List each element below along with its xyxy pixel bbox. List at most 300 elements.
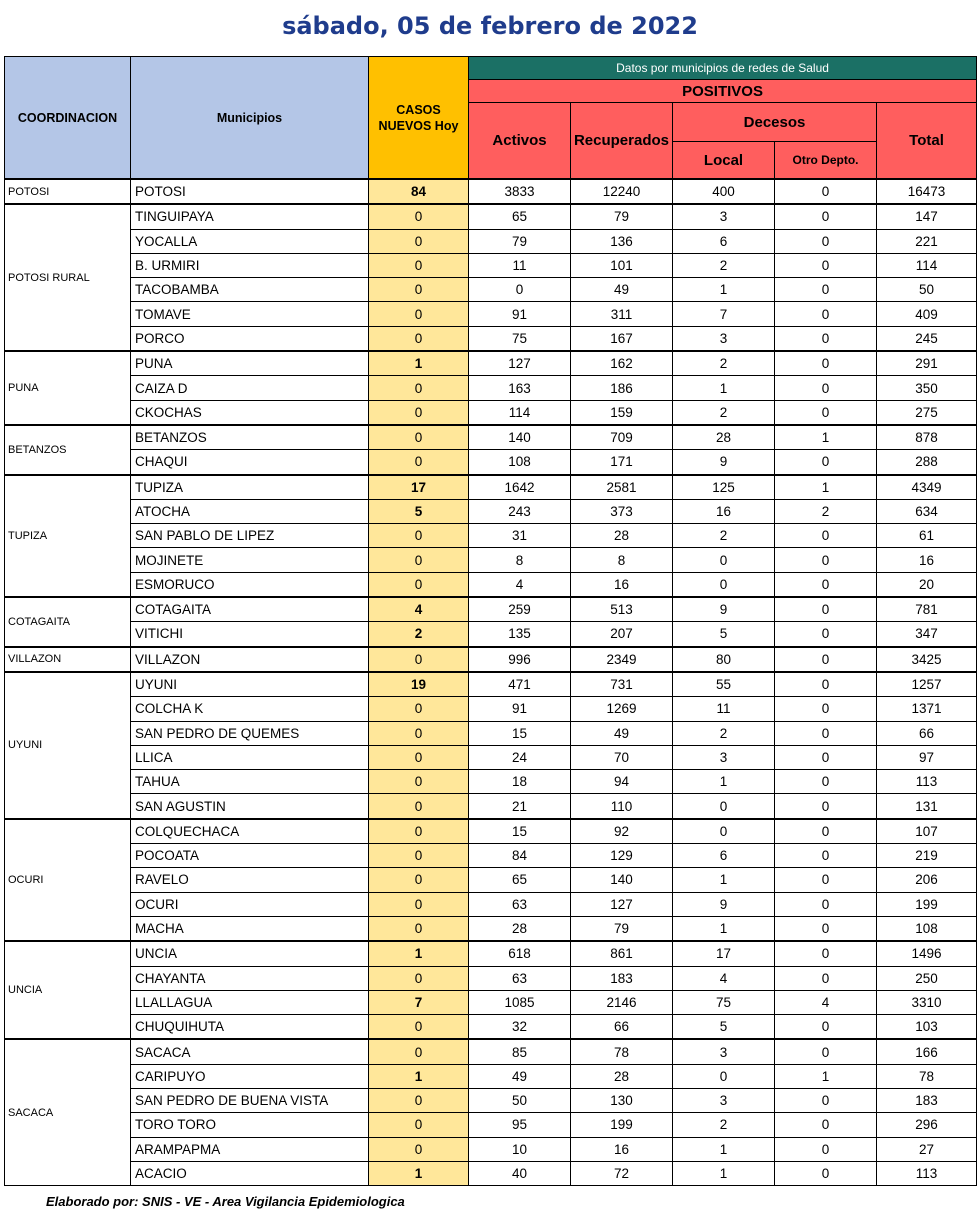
municipio-cell: COLQUECHACA	[131, 819, 369, 844]
decesos-local-cell: 1	[673, 1161, 775, 1185]
header-casos-nuevos: CASOS NUEVOS Hoy	[369, 57, 469, 180]
total-cell: 97	[877, 745, 977, 769]
total-cell: 350	[877, 376, 977, 400]
table-row	[5, 672, 977, 697]
activos-cell: 95	[469, 1113, 571, 1137]
casos-nuevos-cell: 0	[369, 524, 469, 548]
total-cell: 250	[877, 966, 977, 990]
recuperados-cell: 731	[571, 672, 673, 697]
activos-cell: 32	[469, 1015, 571, 1040]
activos-cell: 471	[469, 672, 571, 697]
total-cell: 275	[877, 400, 977, 425]
decesos-otro-cell: 0	[775, 351, 877, 376]
page-title: sábado, 05 de febrero de 2022	[282, 12, 698, 40]
municipio-cell: PUNA	[131, 351, 369, 376]
header-total: Total	[877, 103, 977, 180]
activos-cell: 40	[469, 1161, 571, 1185]
total-cell: 166	[877, 1039, 977, 1064]
municipio-cell: SAN AGUSTIN	[131, 794, 369, 819]
casos-nuevos-cell: 19	[369, 672, 469, 697]
total-cell: 20	[877, 572, 977, 597]
casos-nuevos-cell: 0	[369, 572, 469, 597]
decesos-otro-cell: 0	[775, 524, 877, 548]
decesos-otro-cell: 0	[775, 647, 877, 672]
decesos-otro-cell: 0	[775, 697, 877, 721]
recuperados-cell: 130	[571, 1088, 673, 1112]
activos-cell: 21	[469, 794, 571, 819]
table-row	[5, 721, 977, 745]
table-row	[5, 990, 977, 1014]
recuperados-cell: 199	[571, 1113, 673, 1137]
municipio-cell: SAN PEDRO DE BUENA VISTA	[131, 1088, 369, 1112]
municipio-cell: YOCALLA	[131, 229, 369, 253]
coordinacion-cell: OCURI	[5, 819, 131, 941]
table-row	[5, 450, 977, 475]
activos-cell: 243	[469, 499, 571, 523]
decesos-otro-cell: 0	[775, 794, 877, 819]
decesos-local-cell: 2	[673, 400, 775, 425]
municipio-cell: TOMAVE	[131, 302, 369, 326]
municipio-cell: COTAGAITA	[131, 597, 369, 622]
recuperados-cell: 94	[571, 770, 673, 794]
municipio-cell: SACACA	[131, 1039, 369, 1064]
decesos-local-cell: 0	[673, 1064, 775, 1088]
decesos-otro-cell: 0	[775, 966, 877, 990]
municipio-cell: TORO TORO	[131, 1113, 369, 1137]
total-cell: 221	[877, 229, 977, 253]
activos-cell: 114	[469, 400, 571, 425]
casos-nuevos-cell: 0	[369, 647, 469, 672]
recuperados-cell: 513	[571, 597, 673, 622]
table-row	[5, 1064, 977, 1088]
municipio-cell: VITICHI	[131, 622, 369, 647]
decesos-local-cell: 28	[673, 425, 775, 450]
total-cell: 219	[877, 844, 977, 868]
decesos-otro-cell: 0	[775, 941, 877, 966]
municipio-cell: TACOBAMBA	[131, 278, 369, 302]
table-row	[5, 1137, 977, 1161]
casos-nuevos-cell: 4	[369, 597, 469, 622]
municipio-cell: ATOCHA	[131, 499, 369, 523]
table-row	[5, 1113, 977, 1137]
total-cell: 634	[877, 499, 977, 523]
recuperados-cell: 49	[571, 278, 673, 302]
table-row	[5, 745, 977, 769]
casos-nuevos-cell: 2	[369, 622, 469, 647]
activos-cell: 15	[469, 819, 571, 844]
municipio-cell: OCURI	[131, 892, 369, 916]
decesos-otro-cell: 0	[775, 548, 877, 572]
table-row	[5, 1161, 977, 1185]
decesos-otro-cell: 0	[775, 1137, 877, 1161]
activos-cell: 18	[469, 770, 571, 794]
activos-cell: 11	[469, 253, 571, 277]
activos-cell: 3833	[469, 179, 571, 204]
decesos-local-cell: 1	[673, 770, 775, 794]
table-row	[5, 892, 977, 916]
activos-cell: 63	[469, 892, 571, 916]
municipio-cell: SAN PEDRO DE QUEMES	[131, 721, 369, 745]
total-cell: 114	[877, 253, 977, 277]
total-cell: 1371	[877, 697, 977, 721]
recuperados-cell: 16	[571, 572, 673, 597]
casos-nuevos-cell: 0	[369, 548, 469, 572]
casos-nuevos-cell: 0	[369, 1015, 469, 1040]
activos-cell: 0	[469, 278, 571, 302]
decesos-local-cell: 3	[673, 745, 775, 769]
table-header	[5, 57, 977, 180]
casos-nuevos-cell: 0	[369, 745, 469, 769]
municipio-cell: MACHA	[131, 916, 369, 941]
table-row	[5, 572, 977, 597]
recuperados-cell: 311	[571, 302, 673, 326]
decesos-local-cell: 1	[673, 278, 775, 302]
decesos-otro-cell: 0	[775, 326, 877, 351]
municipio-cell: POCOATA	[131, 844, 369, 868]
decesos-local-cell: 0	[673, 572, 775, 597]
table-row	[5, 844, 977, 868]
municipio-cell: PORCO	[131, 326, 369, 351]
total-cell: 296	[877, 1113, 977, 1137]
decesos-local-cell: 2	[673, 253, 775, 277]
total-cell: 61	[877, 524, 977, 548]
total-cell: 1496	[877, 941, 977, 966]
table-row	[5, 647, 977, 672]
casos-nuevos-cell: 1	[369, 351, 469, 376]
recuperados-cell: 159	[571, 400, 673, 425]
total-cell: 107	[877, 819, 977, 844]
recuperados-cell: 2146	[571, 990, 673, 1014]
total-cell: 409	[877, 302, 977, 326]
activos-cell: 50	[469, 1088, 571, 1112]
table-row	[5, 204, 977, 229]
decesos-otro-cell: 0	[775, 253, 877, 277]
activos-cell: 1085	[469, 990, 571, 1014]
recuperados-cell: 2349	[571, 647, 673, 672]
table-row	[5, 868, 977, 892]
activos-cell: 85	[469, 1039, 571, 1064]
header-decesos: Decesos	[673, 103, 877, 142]
activos-cell: 140	[469, 425, 571, 450]
table-row	[5, 253, 977, 277]
total-cell: 131	[877, 794, 977, 819]
recuperados-cell: 136	[571, 229, 673, 253]
activos-cell: 91	[469, 697, 571, 721]
coordinacion-cell: COTAGAITA	[5, 597, 131, 647]
decesos-otro-cell: 0	[775, 179, 877, 204]
table-row	[5, 770, 977, 794]
table-row	[5, 794, 977, 819]
decesos-local-cell: 7	[673, 302, 775, 326]
coordinacion-cell: TUPIZA	[5, 475, 131, 597]
casos-nuevos-cell: 0	[369, 697, 469, 721]
coordinacion-cell: VILLAZON	[5, 647, 131, 672]
decesos-otro-cell: 0	[775, 597, 877, 622]
casos-nuevos-cell: 0	[369, 966, 469, 990]
recuperados-cell: 72	[571, 1161, 673, 1185]
activos-cell: 108	[469, 450, 571, 475]
recuperados-cell: 28	[571, 524, 673, 548]
table-row	[5, 229, 977, 253]
recuperados-cell: 110	[571, 794, 673, 819]
decesos-local-cell: 16	[673, 499, 775, 523]
recuperados-cell: 186	[571, 376, 673, 400]
activos-cell: 65	[469, 868, 571, 892]
decesos-local-cell: 55	[673, 672, 775, 697]
decesos-local-cell: 5	[673, 622, 775, 647]
activos-cell: 135	[469, 622, 571, 647]
casos-nuevos-cell: 0	[369, 1039, 469, 1064]
decesos-local-cell: 3	[673, 326, 775, 351]
municipios-table	[4, 56, 977, 1186]
recuperados-cell: 78	[571, 1039, 673, 1064]
recuperados-cell: 1269	[571, 697, 673, 721]
total-cell: 183	[877, 1088, 977, 1112]
header-positivos: POSITIVOS	[469, 80, 977, 103]
casos-nuevos-cell: 0	[369, 721, 469, 745]
activos-cell: 996	[469, 647, 571, 672]
table-row	[5, 326, 977, 351]
table-row	[5, 916, 977, 941]
activos-cell: 8	[469, 548, 571, 572]
table-row	[5, 1039, 977, 1064]
casos-nuevos-cell: 0	[369, 844, 469, 868]
decesos-local-cell: 1	[673, 916, 775, 941]
activos-cell: 28	[469, 916, 571, 941]
activos-cell: 127	[469, 351, 571, 376]
table-row	[5, 179, 977, 204]
coordinacion-cell: UYUNI	[5, 672, 131, 819]
coordinacion-cell: PUNA	[5, 351, 131, 425]
decesos-otro-cell: 0	[775, 868, 877, 892]
decesos-otro-cell: 0	[775, 450, 877, 475]
casos-nuevos-cell: 17	[369, 475, 469, 500]
casos-nuevos-cell: 7	[369, 990, 469, 1014]
coordinacion-cell: SACACA	[5, 1039, 131, 1185]
total-cell: 878	[877, 425, 977, 450]
decesos-otro-cell: 2	[775, 499, 877, 523]
decesos-otro-cell: 0	[775, 672, 877, 697]
activos-cell: 4	[469, 572, 571, 597]
casos-nuevos-cell: 0	[369, 302, 469, 326]
municipio-cell: CHAQUI	[131, 450, 369, 475]
decesos-otro-cell: 0	[775, 1113, 877, 1137]
casos-nuevos-cell: 0	[369, 1113, 469, 1137]
decesos-local-cell: 125	[673, 475, 775, 500]
activos-cell: 618	[469, 941, 571, 966]
decesos-local-cell: 5	[673, 1015, 775, 1040]
recuperados-cell: 129	[571, 844, 673, 868]
recuperados-cell: 709	[571, 425, 673, 450]
decesos-local-cell: 3	[673, 204, 775, 229]
casos-nuevos-cell: 0	[369, 868, 469, 892]
decesos-local-cell: 2	[673, 351, 775, 376]
municipio-cell: CARIPUYO	[131, 1064, 369, 1088]
casos-nuevos-cell: 5	[369, 499, 469, 523]
activos-cell: 79	[469, 229, 571, 253]
municipio-cell: RAVELO	[131, 868, 369, 892]
activos-cell: 10	[469, 1137, 571, 1161]
recuperados-cell: 140	[571, 868, 673, 892]
decesos-otro-cell: 0	[775, 819, 877, 844]
recuperados-cell: 171	[571, 450, 673, 475]
municipio-cell: VILLAZON	[131, 647, 369, 672]
municipio-cell: COLCHA K	[131, 697, 369, 721]
table-row	[5, 966, 977, 990]
decesos-local-cell: 1	[673, 376, 775, 400]
decesos-otro-cell: 0	[775, 844, 877, 868]
table-row	[5, 622, 977, 647]
activos-cell: 259	[469, 597, 571, 622]
municipio-cell: CKOCHAS	[131, 400, 369, 425]
recuperados-cell: 12240	[571, 179, 673, 204]
recuperados-cell: 28	[571, 1064, 673, 1088]
casos-nuevos-cell: 0	[369, 376, 469, 400]
decesos-local-cell: 17	[673, 941, 775, 966]
recuperados-cell: 861	[571, 941, 673, 966]
coordinacion-cell: UNCIA	[5, 941, 131, 1039]
decesos-otro-cell: 0	[775, 302, 877, 326]
decesos-otro-cell: 0	[775, 770, 877, 794]
activos-cell: 163	[469, 376, 571, 400]
decesos-otro-cell: 0	[775, 1161, 877, 1185]
decesos-local-cell: 9	[673, 597, 775, 622]
recuperados-cell: 162	[571, 351, 673, 376]
total-cell: 103	[877, 1015, 977, 1040]
table-row	[5, 302, 977, 326]
total-cell: 50	[877, 278, 977, 302]
table-row	[5, 548, 977, 572]
decesos-otro-cell: 0	[775, 376, 877, 400]
total-cell: 781	[877, 597, 977, 622]
coordinacion-cell: POTOSI	[5, 179, 131, 204]
decesos-otro-cell: 0	[775, 204, 877, 229]
recuperados-cell: 16	[571, 1137, 673, 1161]
decesos-local-cell: 6	[673, 844, 775, 868]
decesos-otro-cell: 0	[775, 1039, 877, 1064]
decesos-otro-cell: 1	[775, 1064, 877, 1088]
recuperados-cell: 2581	[571, 475, 673, 500]
casos-nuevos-cell: 0	[369, 1088, 469, 1112]
municipio-cell: TUPIZA	[131, 475, 369, 500]
casos-nuevos-cell: 0	[369, 892, 469, 916]
decesos-otro-cell: 0	[775, 622, 877, 647]
total-cell: 206	[877, 868, 977, 892]
activos-cell: 49	[469, 1064, 571, 1088]
total-cell: 199	[877, 892, 977, 916]
casos-nuevos-cell: 0	[369, 253, 469, 277]
table-row	[5, 400, 977, 425]
total-cell: 16	[877, 548, 977, 572]
table-row	[5, 819, 977, 844]
municipio-cell: UYUNI	[131, 672, 369, 697]
recuperados-cell: 70	[571, 745, 673, 769]
decesos-otro-cell: 0	[775, 892, 877, 916]
casos-nuevos-cell: 0	[369, 204, 469, 229]
total-cell: 147	[877, 204, 977, 229]
municipio-cell: TINGUIPAYA	[131, 204, 369, 229]
table-row	[5, 1015, 977, 1040]
casos-nuevos-cell: 0	[369, 278, 469, 302]
decesos-local-cell: 0	[673, 794, 775, 819]
total-cell: 113	[877, 770, 977, 794]
decesos-otro-cell: 4	[775, 990, 877, 1014]
total-cell: 4349	[877, 475, 977, 500]
municipio-cell: CHAYANTA	[131, 966, 369, 990]
decesos-local-cell: 3	[673, 1039, 775, 1064]
decesos-otro-cell: 0	[775, 1088, 877, 1112]
recuperados-cell: 183	[571, 966, 673, 990]
activos-cell: 84	[469, 844, 571, 868]
decesos-otro-cell: 0	[775, 1015, 877, 1040]
total-cell: 3425	[877, 647, 977, 672]
recuperados-cell: 92	[571, 819, 673, 844]
decesos-local-cell: 9	[673, 450, 775, 475]
activos-cell: 15	[469, 721, 571, 745]
municipio-cell: MOJINETE	[131, 548, 369, 572]
coordinacion-cell: POTOSI RURAL	[5, 204, 131, 351]
table-body	[5, 179, 977, 1186]
recuperados-cell: 207	[571, 622, 673, 647]
decesos-otro-cell: 0	[775, 572, 877, 597]
decesos-local-cell: 3	[673, 1088, 775, 1112]
table-row	[5, 697, 977, 721]
decesos-otro-cell: 0	[775, 229, 877, 253]
casos-nuevos-cell: 0	[369, 400, 469, 425]
total-cell: 113	[877, 1161, 977, 1185]
activos-cell: 91	[469, 302, 571, 326]
municipio-cell: SAN PABLO DE LIPEZ	[131, 524, 369, 548]
header-datos: Datos por municipios de redes de Salud	[469, 57, 977, 80]
decesos-local-cell: 2	[673, 721, 775, 745]
activos-cell: 24	[469, 745, 571, 769]
recuperados-cell: 8	[571, 548, 673, 572]
activos-cell: 31	[469, 524, 571, 548]
recuperados-cell: 66	[571, 1015, 673, 1040]
total-cell: 108	[877, 916, 977, 941]
total-cell: 27	[877, 1137, 977, 1161]
casos-nuevos-cell: 0	[369, 1137, 469, 1161]
decesos-local-cell: 75	[673, 990, 775, 1014]
total-cell: 347	[877, 622, 977, 647]
header-recuperados: Recuperados	[571, 103, 673, 180]
decesos-local-cell: 0	[673, 548, 775, 572]
casos-nuevos-cell: 1	[369, 1064, 469, 1088]
header-local: Local	[673, 142, 775, 180]
table-row	[5, 278, 977, 302]
header-activos: Activos	[469, 103, 571, 180]
casos-nuevos-cell: 0	[369, 794, 469, 819]
casos-nuevos-cell: 0	[369, 819, 469, 844]
municipio-cell: ACACIO	[131, 1161, 369, 1185]
decesos-otro-cell: 0	[775, 916, 877, 941]
total-cell: 66	[877, 721, 977, 745]
activos-cell: 75	[469, 326, 571, 351]
municipio-cell: ESMORUCO	[131, 572, 369, 597]
total-cell: 1257	[877, 672, 977, 697]
decesos-otro-cell: 0	[775, 721, 877, 745]
recuperados-cell: 167	[571, 326, 673, 351]
municipio-cell: BETANZOS	[131, 425, 369, 450]
table-row	[5, 425, 977, 450]
recuperados-cell: 79	[571, 916, 673, 941]
recuperados-cell: 79	[571, 204, 673, 229]
coordinacion-cell: BETANZOS	[5, 425, 131, 475]
casos-nuevos-cell: 0	[369, 916, 469, 941]
casos-nuevos-cell: 0	[369, 425, 469, 450]
decesos-otro-cell: 0	[775, 745, 877, 769]
activos-cell: 63	[469, 966, 571, 990]
